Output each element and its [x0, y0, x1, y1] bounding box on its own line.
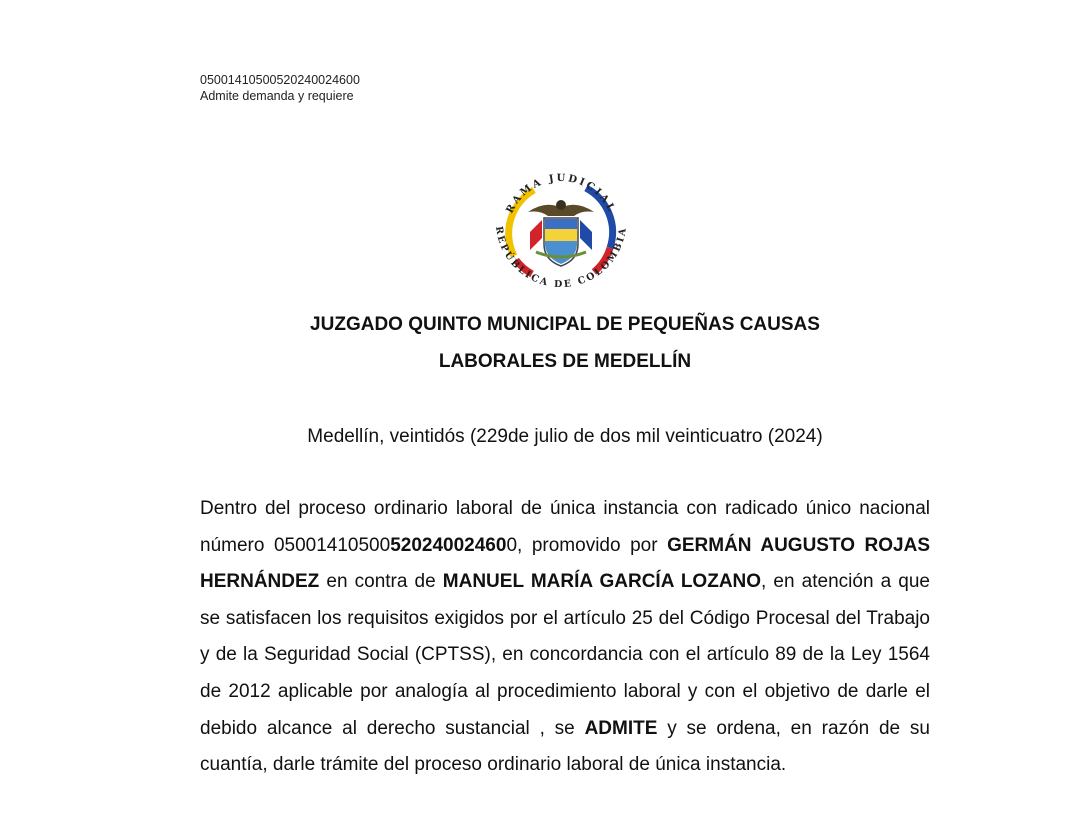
plaintiff-name: GERMÁN AUGUSTO ROJAS HERNÁNDEZ [200, 534, 931, 593]
date-line: Medellín, veintidós (229de julio de dos mil veinticuatro (2024) [307, 426, 823, 447]
defendant-name: MANUEL MARÍA GARCÍA LOZANO [442, 571, 762, 593]
document-subject: Admite demanda y requiere [200, 89, 354, 103]
seal-top-text: RAMA JUDICIAL [504, 172, 618, 216]
radicado-number: 05001410500520240024600 [200, 73, 360, 87]
body-text-3: en contra de [319, 571, 443, 593]
rama-judicial-seal [486, 160, 636, 302]
body-text-2: 0, promovido por [506, 534, 668, 556]
radicado-bold-digits: 52024002460 [390, 534, 507, 556]
body-text-5: y se ordena, en razón de su cuantía, darle trámite del proceso ordinario laboral de única instancia. [200, 717, 930, 776]
document-header [200, 72, 360, 104]
body-paragraph [200, 491, 930, 784]
seal-bottom-text: REPÚBLICA DE COLOMBIA [493, 225, 629, 291]
court-name-line-1: JUZGADO QUINTO MUNICIPAL DE PEQUEÑAS CAUSAS [310, 314, 820, 335]
court-name-line-2: LABORALES DE MEDELLÍN [438, 351, 692, 372]
admite-keyword: ADMITE [584, 717, 658, 739]
body-text-1: Dentro del proceso ordinario laboral de única instancia con radicado único nacional número 05001410500 [200, 498, 930, 556]
body-text-4: , en atención a que se satisfacen los requisitos exigidos por el artículo 25 del Código Procesal del Trabajo y de la Seguridad Social (CPTSS), en concordancia con el artículo 89 de la Ley 1564 de 2012 aplicable por analogía al procedimiento laboral y con el objetivo de darle el debido alcance al derecho sustancial , se [200, 571, 930, 739]
